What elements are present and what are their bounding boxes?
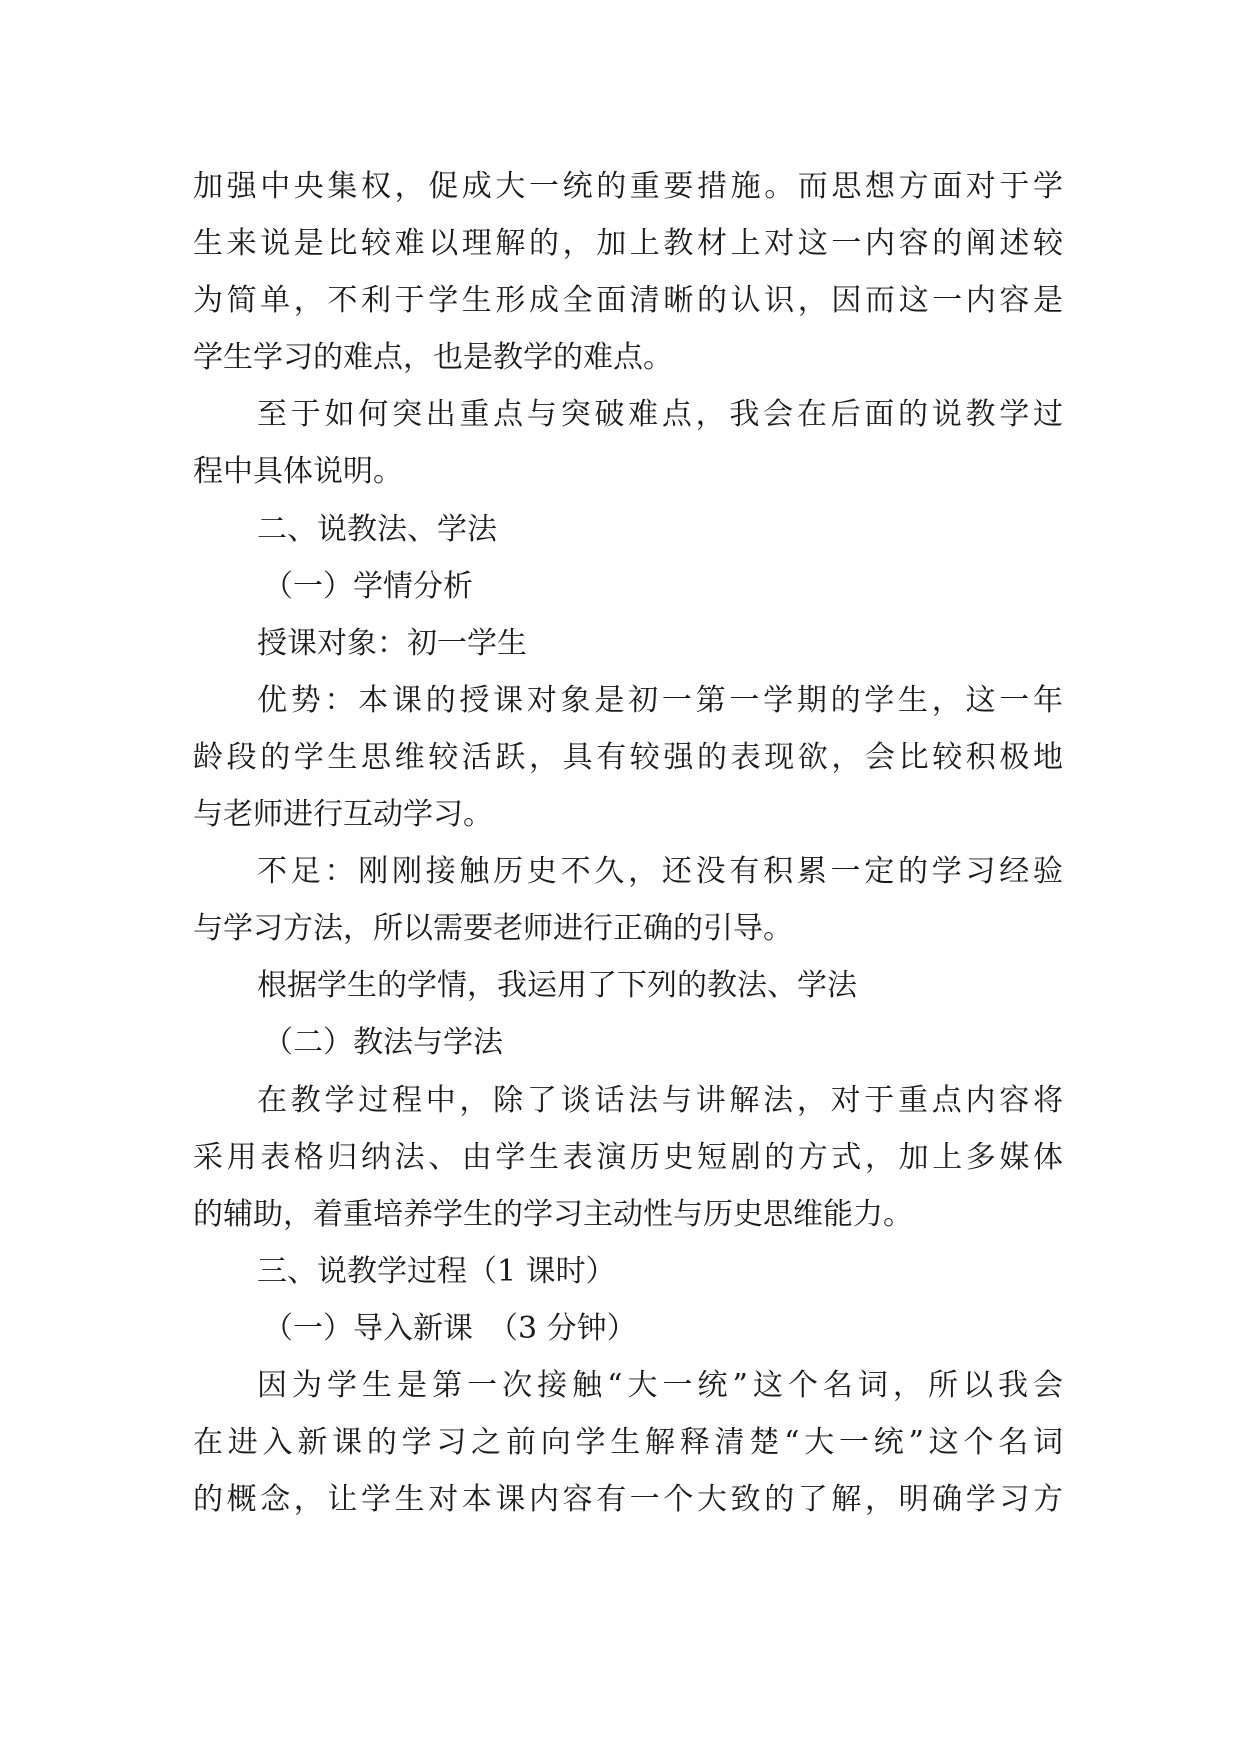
paragraph-line: 与老师进行互动学习。 <box>193 797 493 833</box>
paragraph-line: 在教学过程中，除了谈话法与讲解法，对于重点内容将 <box>257 1082 1063 1118</box>
paragraph-line: 不足：刚刚接触历史不久，还没有积累一定的学习经验 <box>257 854 1063 890</box>
paragraph-line: 授课对象：初一学生 <box>257 625 527 661</box>
subsection-heading: （一）导入新课 （3 分钟） <box>263 1310 637 1346</box>
subsection-heading: （二）教法与学法 <box>263 1025 503 1061</box>
paragraph-line: 因为学生是第一次接触“大一统”这个名词，所以我会 <box>257 1367 1063 1403</box>
paragraph-line: 与学习方法，所以需要老师进行正确的引导。 <box>193 911 793 947</box>
paragraph-line: 根据学生的学情，我运用了下列的教法、学法 <box>257 968 857 1004</box>
section-heading: 二、说教法、学法 <box>257 511 497 547</box>
body-text <box>193 158 1063 1528</box>
paragraph-line: 在进入新课的学习之前向学生解释清楚“大一统”这个名词 <box>193 1425 1063 1461</box>
paragraph-line: 程中具体说明。 <box>193 454 403 490</box>
paragraph-line: 学生学习的难点，也是教学的难点。 <box>193 340 673 376</box>
paragraph-line: 的概念，让学生对本课内容有一个大致的了解，明确学习方 <box>193 1482 1063 1518</box>
paragraph-line: 龄段的学生思维较活跃，具有较强的表现欲，会比较积极地 <box>193 739 1063 775</box>
paragraph-line: 的辅助，着重培养学生的学习主动性与历史思维能力。 <box>193 1196 913 1232</box>
paragraph-line: 至于如何突出重点与突破难点，我会在后面的说教学过 <box>257 397 1063 433</box>
paragraph-line: 生来说是比较难以理解的，加上教材上对这一内容的阐述较 <box>193 226 1063 262</box>
paragraph-line: 采用表格归纳法、由学生表演历史短剧的方式，加上多媒体 <box>193 1139 1063 1175</box>
paragraph-line: 加强中央集权，促成大一统的重要措施。而思想方面对于学 <box>193 169 1063 204</box>
section-heading: 三、说教学过程（1 课时） <box>257 1253 616 1289</box>
paragraph-line: 为简单，不利于学生形成全面清晰的认识，因而这一内容是 <box>193 283 1063 319</box>
subsection-heading: （一）学情分析 <box>263 568 473 604</box>
paragraph-line: 优势：本课的授课对象是初一第一学期的学生，这一年 <box>257 682 1063 718</box>
